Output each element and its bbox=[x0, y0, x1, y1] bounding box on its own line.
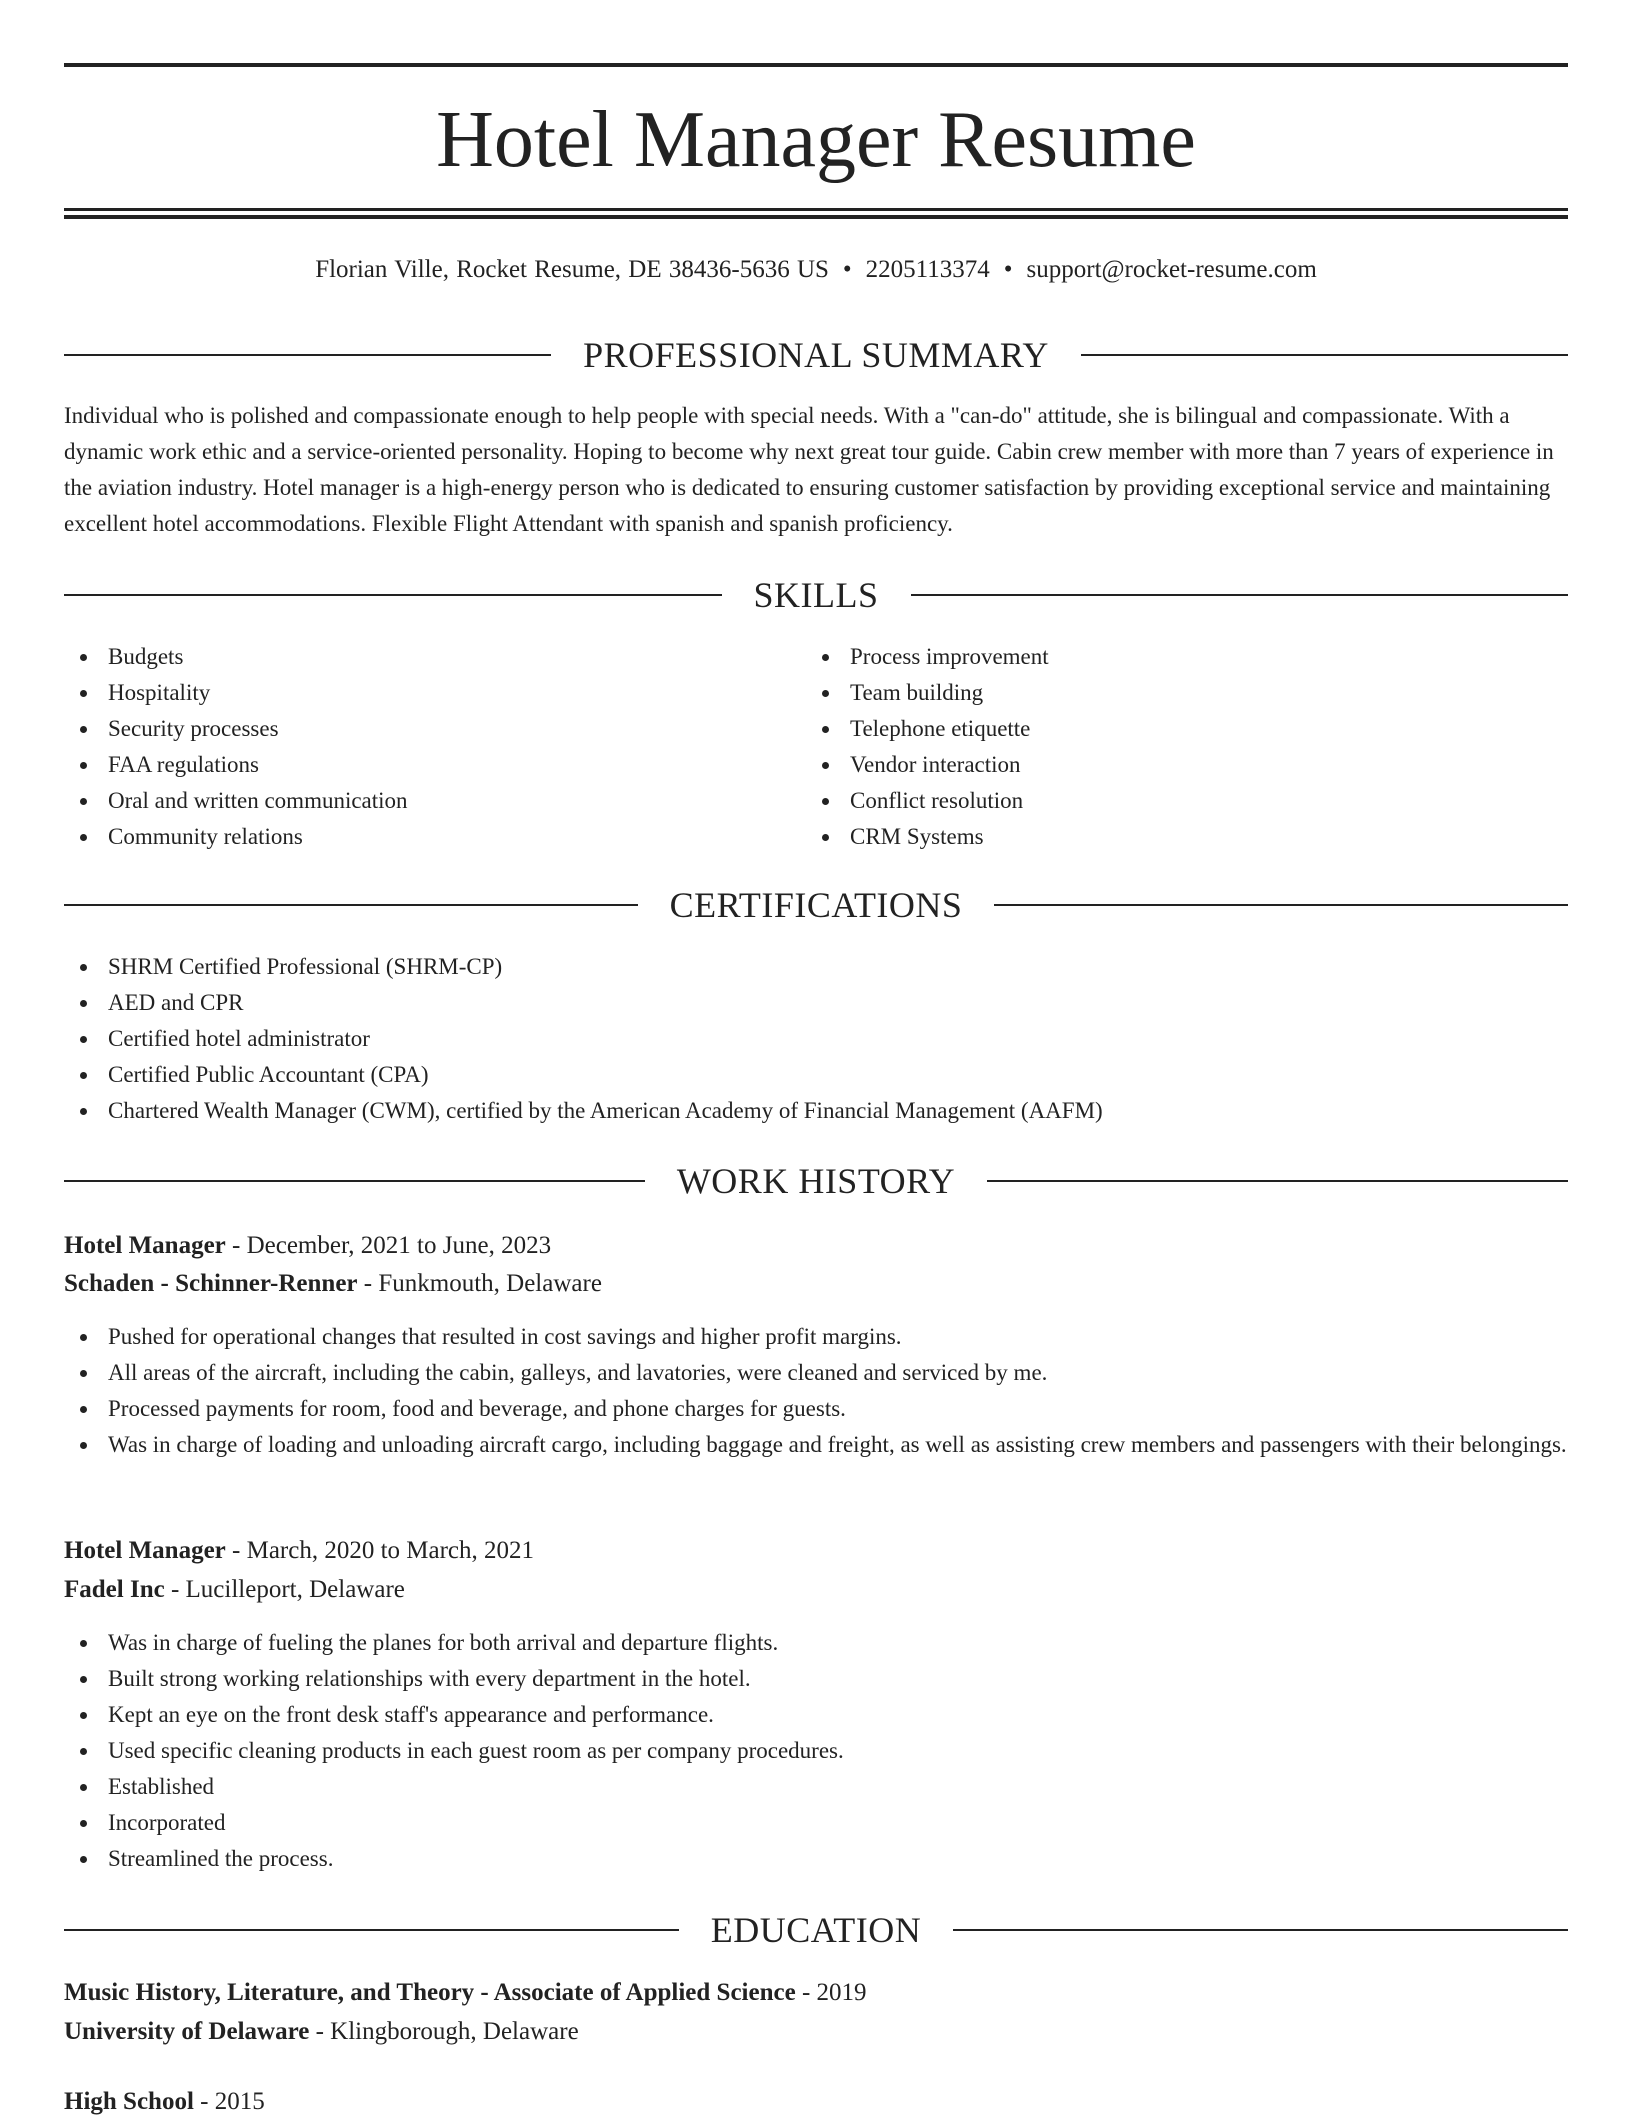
job-bullet: Built strong working relationships with every department in the hotel. bbox=[64, 1661, 1568, 1697]
job-title: Hotel Manager bbox=[64, 1232, 226, 1259]
certification-item: AED and CPR bbox=[64, 985, 1568, 1021]
skills-heading bbox=[64, 575, 1568, 615]
job-company-line bbox=[64, 1571, 1568, 1609]
job-company: Schaden - Schinner-Renner bbox=[64, 1270, 358, 1297]
certification-item: SHRM Certified Professional (SHRM-CP) bbox=[64, 949, 1568, 985]
work-history-heading-label: WORK HISTORY bbox=[676, 1161, 956, 1201]
education-school: University of Delaware bbox=[64, 2018, 310, 2045]
contact-separator: • bbox=[842, 256, 852, 283]
certification-item: Certified hotel administrator bbox=[64, 1021, 1568, 1057]
contact-line bbox=[0, 254, 1632, 286]
education-degree: Music History, Literature, and Theory - Associate of Applied Science bbox=[64, 1979, 796, 2006]
job-bullet: Established bbox=[64, 1769, 1568, 1805]
contact-email: support@rocket-resume.com bbox=[1026, 256, 1317, 283]
skill-item: CRM Systems bbox=[806, 819, 1546, 855]
education-year: - 2015 bbox=[193, 2088, 265, 2115]
title-bottom-rule bbox=[64, 208, 1568, 211]
education-location: - Klingborough, Delaware bbox=[309, 2018, 579, 2045]
title-bottom-rule-thick bbox=[64, 215, 1568, 219]
certification-item: Chartered Wealth Manager (CWM), certified by the American Academy of Financial Management (AAFM) bbox=[64, 1093, 1568, 1129]
education-degree-line bbox=[64, 1974, 1568, 2012]
contact-phone: 2205113374 bbox=[865, 256, 990, 283]
skill-item: Vendor interaction bbox=[806, 747, 1546, 783]
summary-heading-label: PROFESSIONAL SUMMARY bbox=[583, 335, 1049, 375]
page-title: Hotel Manager Resume bbox=[436, 96, 1196, 184]
job-bullet: Was in charge of fueling the planes for both arrival and departure flights. bbox=[64, 1625, 1568, 1661]
job-bullet: Pushed for operational changes that resulted in cost savings and higher profit margins. bbox=[64, 1319, 1568, 1355]
skill-item: Telephone etiquette bbox=[806, 711, 1546, 747]
job-bullets bbox=[64, 1625, 1568, 1877]
skill-item: Security processes bbox=[64, 711, 804, 747]
skill-item: Hospitality bbox=[64, 675, 804, 711]
job-bullets bbox=[64, 1319, 1568, 1463]
job-bullet: Was in charge of loading and unloading aircraft cargo, including baggage and freight, as well as assisting crew members and passengers with their belongings. bbox=[64, 1427, 1568, 1463]
certifications-list bbox=[64, 949, 1568, 1129]
education-heading-label: EDUCATION bbox=[710, 1910, 922, 1950]
job-dates: - December, 2021 to June, 2023 bbox=[225, 1232, 552, 1259]
summary-text: Individual who is polished and compassionate enough to help people with special needs. With a "can-do" attitude, she is bilingual and compassionate. With a dynamic work ethic and a service-oriented personality. Hoping to become why next great tour guide. Cabin crew member with more than 7 years of experience in the aviation industry. Hotel manager is a high-energy person who is dedicated to ensuring customer satisfaction by providing exceptional service and maintaining excellent hotel accommodations. Flexible Flight Attendant with spanish and spanish proficiency. bbox=[64, 403, 1554, 536]
skills-right-column bbox=[806, 639, 1546, 855]
contact-separator: • bbox=[1003, 256, 1013, 283]
job-title: Hotel Manager bbox=[64, 1537, 226, 1564]
certifications-heading-label: CERTIFICATIONS bbox=[669, 885, 963, 925]
job-bullet: Kept an eye on the front desk staff's appearance and performance. bbox=[64, 1697, 1568, 1733]
skills-heading-label: SKILLS bbox=[753, 575, 879, 615]
job-dates: - March, 2020 to March, 2021 bbox=[225, 1537, 535, 1564]
skill-item: Team building bbox=[806, 675, 1546, 711]
job-location: - Funkmouth, Delaware bbox=[357, 1270, 602, 1297]
job-title-line bbox=[64, 1532, 1568, 1570]
certifications-heading bbox=[64, 885, 1568, 925]
job-bullet: All areas of the aircraft, including the cabin, galleys, and lavatories, were cleaned and serviced by me. bbox=[64, 1355, 1568, 1391]
job-company-line bbox=[64, 1265, 1568, 1303]
skill-item: FAA regulations bbox=[64, 747, 804, 783]
skills-left-column bbox=[64, 639, 804, 855]
job-bullet: Processed payments for room, food and beverage, and phone charges for guests. bbox=[64, 1391, 1568, 1427]
education-year: - 2019 bbox=[795, 1979, 867, 2006]
certification-item: Certified Public Accountant (CPA) bbox=[64, 1057, 1568, 1093]
job-bullet: Incorporated bbox=[64, 1805, 1568, 1841]
title-top-rule bbox=[64, 63, 1568, 67]
education-heading bbox=[64, 1910, 1568, 1950]
job-company: Fadel Inc bbox=[64, 1576, 165, 1603]
contact-address: Florian Ville, Rocket Resume, DE 38436-5636 US bbox=[315, 256, 829, 283]
summary-heading bbox=[64, 335, 1568, 375]
education-degree-line bbox=[64, 2083, 1568, 2121]
skill-item: Process improvement bbox=[806, 639, 1546, 675]
skill-item: Conflict resolution bbox=[806, 783, 1546, 819]
skill-item: Budgets bbox=[64, 639, 804, 675]
education-degree: High School bbox=[64, 2088, 194, 2115]
skill-item: Community relations bbox=[64, 819, 804, 855]
job-bullet: Streamlined the process. bbox=[64, 1841, 1568, 1877]
work-history-heading bbox=[64, 1161, 1568, 1201]
skill-item: Oral and written communication bbox=[64, 783, 804, 819]
job-location: - Lucilleport, Delaware bbox=[164, 1576, 405, 1603]
education-school-line bbox=[64, 2013, 1568, 2051]
job-title-line bbox=[64, 1227, 1568, 1265]
job-bullet: Used specific cleaning products in each guest room as per company procedures. bbox=[64, 1733, 1568, 1769]
